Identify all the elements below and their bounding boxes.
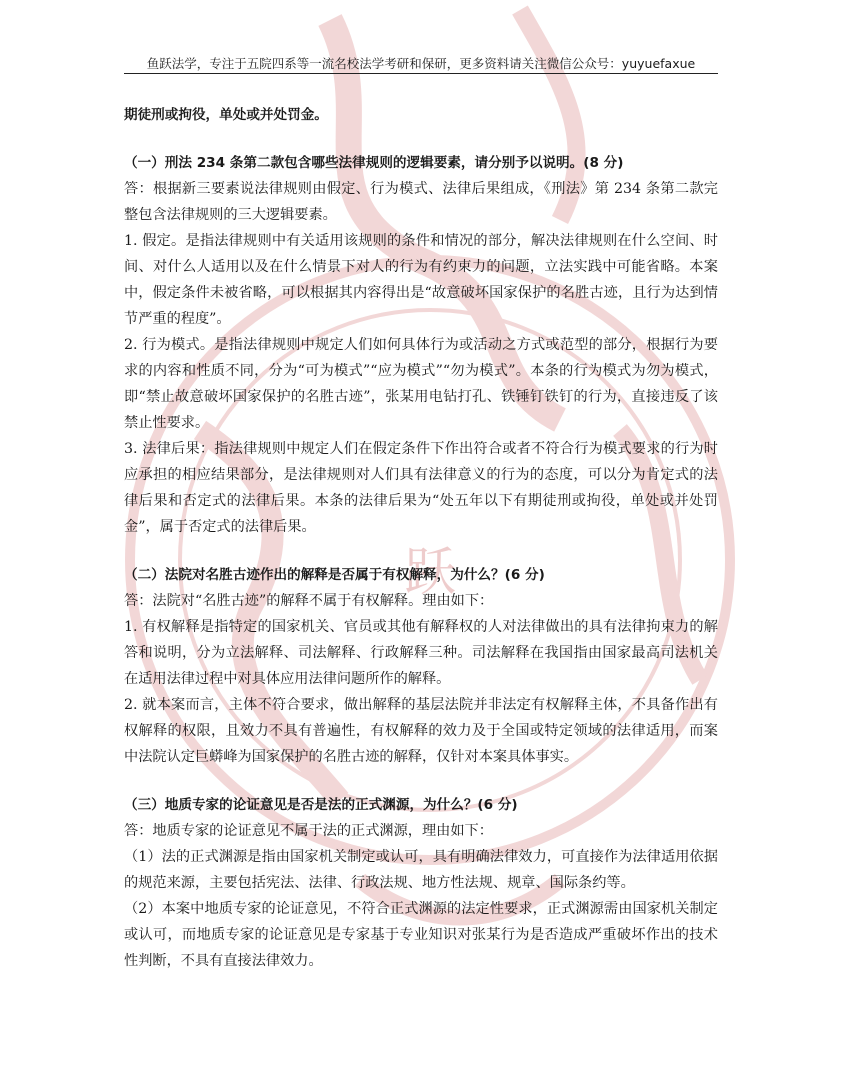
question-2-point-2: 2. 就本案而言，主体不符合要求，做出解释的基层法院并非法定有权解释主体，不具备作出有权解释的权限，且效力不具有普遍性，有权解释的效力及于全国或特定领域的法律适用，而案中法院认定巨蟒峰为国家保护的名胜古迹的解释，仅针对本案具体事实。 — [124, 697, 718, 765]
document-body — [124, 102, 718, 974]
question-1-point-3: 3. 法律后果：指法律规则中规定人们在假定条件下作出符合或者不符合行为模式要求的行为时应承担的相应结果部分，是法律规则对人们具有法律意义的行为的态度，可以分为肯定式的法律后果和否定式的法律后果。本条的法律后果为“处五年以下有期徒刑或拘役，单处或并处罚金”，属于否定式的法律后果。 — [124, 441, 718, 535]
question-3-title: （三）地质专家的论证意见是否是法的正式渊源，为什么？(6 分) — [124, 797, 518, 813]
question-2-answer: 答：法院对“名胜古迹”的解释不属于有权解释。理由如下： — [124, 593, 494, 609]
question-1-title: （一）刑法 234 条第二款包含哪些法律规则的逻辑要素，请分别予以说明。(8 分) — [124, 155, 624, 171]
seal-character: 跃 — [403, 543, 457, 603]
question-3-point-2: （2）本案中地质专家的论证意见，不符合正式渊源的法定性要求，正式渊源需由国家机关制定或认可，而地质专家的论证意见是专家基于专业知识对张某行为是否造成严重破坏作出的技术性判断，不具有直接法律效力。 — [124, 901, 718, 969]
question-1-point-1: 1. 假定。是指法律规则中有关适用该规则的条件和情况的部分，解决法律规则在什么空间、时间、对什么人适用以及在什么情景下对人的行为有约束力的问题，立法实践中可能省略。本案中，假定条件未被省略，可以根据其内容得出是“故意破坏国家保护的名胜古迹，且行为达到情节严重的程度”。 — [124, 233, 718, 327]
header-divider — [124, 73, 718, 74]
question-3-answer: 答：地质专家的论证意见不属于法的正式渊源，理由如下： — [124, 823, 493, 839]
question-1-point-2: 2. 行为模式。是指法律规则中规定人们如何具体行为或活动之方式或范型的部分，根据行为要求的内容和性质不同，分为“可为模式”“应为模式”“勿为模式”。本条的行为模式为勿为模式，即“禁止故意破坏国家保护的名胜古迹”，张某用电钻打孔、铁锤钉铁钉的行为，直接违反了该禁止性要求。 — [124, 337, 718, 431]
question-2-title: （二）法院对名胜古迹作出的解释是否属于有权解释，为什么？(6 分) — [124, 567, 545, 583]
question-3-point-1: （1）法的正式渊源是指由国家机关制定或认可，具有明确法律效力，可直接作为法律适用依据的规范来源，主要包括宪法、法律、行政法规、地方性法规、规章、国际条约等。 — [124, 849, 718, 891]
lead-paragraph: 期徒刑或拘役，单处或并处罚金。 — [124, 107, 328, 123]
question-1-answer: 答：根据新三要素说法律规则由假定、行为模式、法律后果组成，《刑法》第 234 条第二款完整包含法律规则的三大逻辑要素。 — [124, 181, 718, 223]
page-header: 鱼跃法学，专注于五院四系等一流名校法学考研和保研，更多资料请关注微信公众号：yuyuefaxue — [146, 56, 696, 71]
question-2-point-1: 1. 有权解释是指特定的国家机关、官员或其他有解释权的人对法律做出的具有法律拘束力的解答和说明，分为立法解释、司法解释、行政解释三种。司法解释在我国指由国家最高司法机关在适用法律过程中对具体应用法律问题所作的解释。 — [124, 619, 718, 687]
